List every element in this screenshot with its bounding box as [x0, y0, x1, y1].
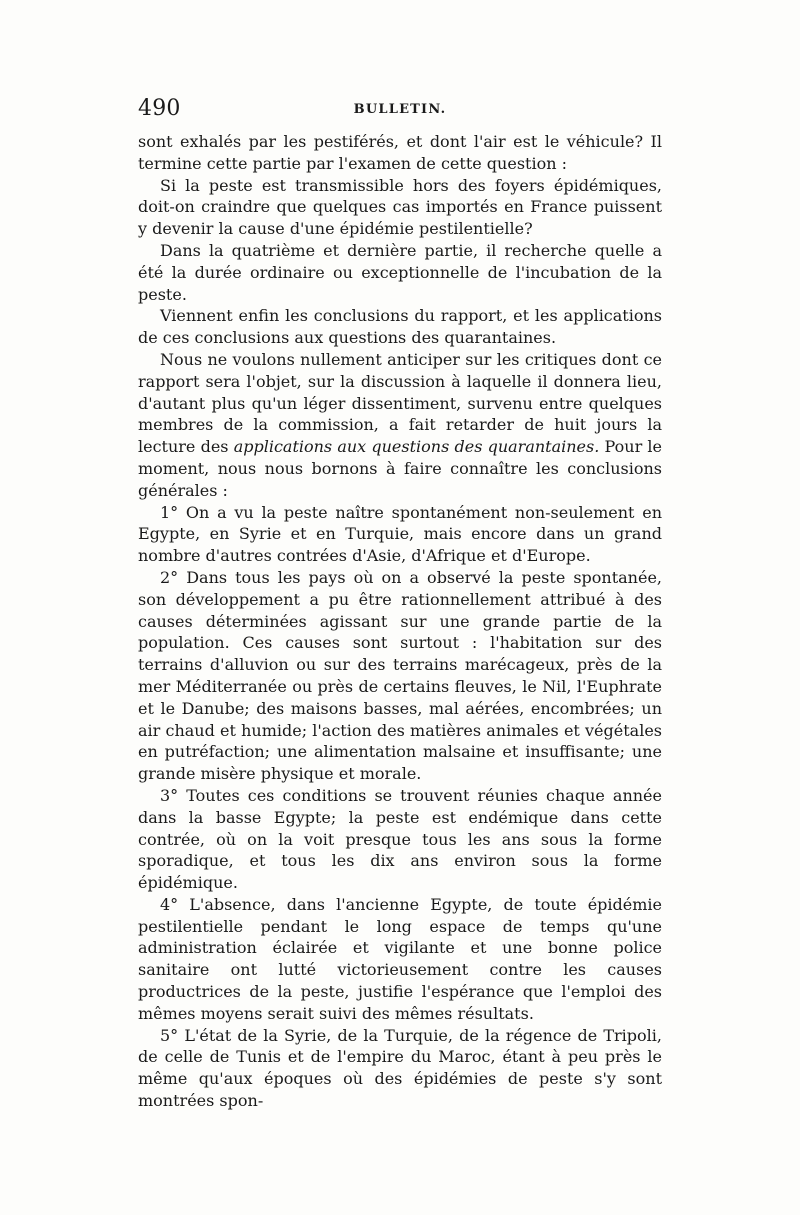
paragraph-critiques — [138, 349, 662, 502]
page-number: 490 — [138, 96, 181, 121]
critiques-text-after: Pour le moment, nous nous bornons à faire connaître les conclusions générales : — [138, 437, 662, 500]
paragraph-fourth-part: Dans la quatrième et dernière partie, il recherche quelle a été la durée ordinaire ou exceptionnelle de l'incubation de la peste. — [138, 240, 662, 304]
conclusion-5: 5° L'état de la Syrie, de la Turquie, de la régence de Tripoli, de celle de Tunis et de l'empire du Maroc, étant à peu près le même qu'aux époques où des épidémies de peste s'y sont montrées spon- — [138, 1025, 662, 1111]
body-text — [138, 131, 662, 1112]
paragraph-conclusions-intro: Viennent enfin les conclusions du rapport, et les applications de ces conclusions aux questions des quarantaines. — [138, 306, 662, 348]
page-header — [138, 96, 662, 126]
paragraph-question: Si la peste est transmissible hors des foyers épidémiques, doit-on craindre que quelques cas importés en France puissent y devenir la cause d'une épidémie pestilentielle? — [138, 175, 662, 239]
conclusion-1: 1° On a vu la peste naître spontanément non-seulement en Egypte, en Syrie et en Turquie, mais encore dans un grand nombre d'autres contrées d'Asie, d'Afrique et d'Europe. — [138, 502, 662, 566]
running-head: BULLETIN. — [353, 102, 447, 117]
conclusion-3: 3° Toutes ces conditions se trouvent réunies chaque année dans la basse Egypte; la peste est endémique dans cette contrée, où on la voit presque tous les ans sous la forme sporadique, et tous les dix ans environ sous la forme épidémique. — [138, 785, 662, 893]
conclusion-4: 4° L'absence, dans l'ancienne Egypte, de toute épidémie pestilentielle pendant le long espace de temps qu'une administration éclairée et vigilante et une bonne police sanitaire ont lutté victorieusement contre les causes productrices de la peste, justifie l'espérance que l'emploi des mêmes moyens serait suivi des mêmes résultats. — [138, 894, 662, 1023]
critiques-italic-title: applications aux questions des quarantaines. — [233, 437, 600, 457]
conclusion-2: 2° Dans tous les pays où on a observé la peste spontanée, son développement a pu être rationnellement attribué à des causes déterminées agissant sur une grande partie de la population. Ces causes sont surtout : l'habitation sur des terrains d'alluvion ou sur des terrains marécageux, près de la mer Méditerranée ou près de certains fleuves, le Nil, l'Euphrate et le Danube; des maisons basses, mal aérées, encombrées; un air chaud et humide; l'action des matières animales et végétales en putréfaction; une alimentation malsaine et insuffisante; une grande misère physique et morale. — [138, 567, 662, 784]
paragraph-continuation: sont exhalés par les pestiférés, et dont l'air est le véhicule? Il termine cette partie par l'examen de cette question : — [138, 132, 662, 173]
critiques-text-before: Nous ne voulons nullement anticiper sur les critiques dont ce rapport sera l'objet, sur la discussion à laquelle il donnera lieu, d'autant plus qu'un léger dissentiment, survenu entre quelques membres de la commission, a fait retarder de huit jours la lecture des — [138, 349, 662, 457]
